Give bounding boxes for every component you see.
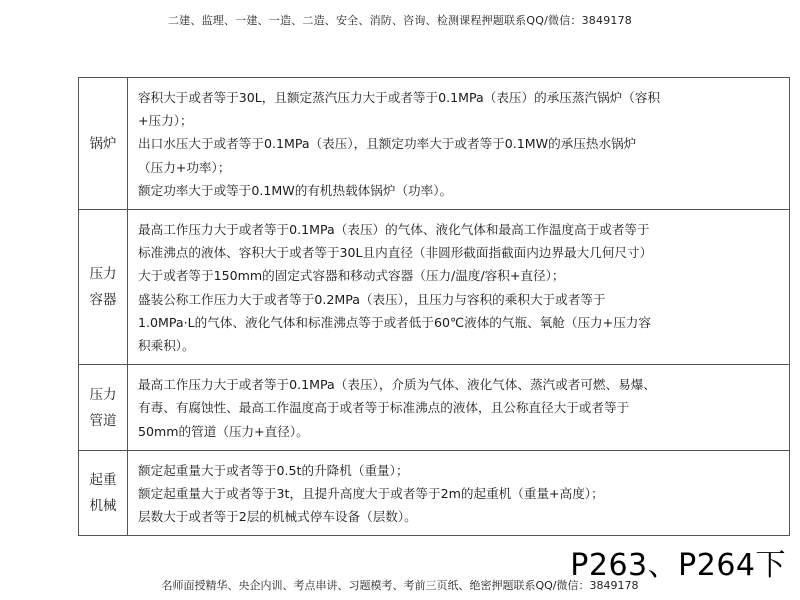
description-cell <box>128 450 790 536</box>
description-line: 额定起重量大于或者等于3t，且提升高度大于或者等于2m的起重机（重量+高度）； <box>138 486 604 502</box>
description-line: 额定起重量大于或者等于0.5t的升降机（重量）； <box>138 462 409 478</box>
category-label: 管道 <box>89 412 117 429</box>
description-line: 最高工作压力大于或者等于0.1MPa（表压），介质为气体、液化气体、蒸汽或者可燃、易爆、 <box>138 377 656 393</box>
description-line: 额定功率大于或等于0.1MW的有机热载体锅炉（功率）。 <box>138 182 453 198</box>
category-label: 起重 <box>89 472 117 489</box>
description-line: 标准沸点的液体、容积大于或者等于30L且内直径（非圆形截面指截面内边界最大几何尺寸） <box>138 245 653 261</box>
footer-banner: 名师面授精华、央企内训、考点串讲、习题模考、考前三页纸、绝密押题联系QQ/微信：3849178 <box>161 579 639 592</box>
category-label: 锅炉 <box>89 135 117 152</box>
category-label: 压力 <box>89 266 117 283</box>
description-line: 盛装公称工作压力大于或者等于0.2MPa（表压），且压力与容积的乘积大于或者等于 <box>138 291 606 307</box>
description-line: 大于或者等于150mm的固定式容器和移动式容器（压力/温度/容积+直径）； <box>138 268 565 284</box>
description-line: 出口水压大于或者等于0.1MPa（表压），且额定功率大于或者等于0.1MW的承压热水锅炉 <box>138 136 637 152</box>
table-row-pressure-vessel <box>79 210 790 365</box>
category-cell <box>79 78 128 210</box>
description-line: 有毒、有腐蚀性、最高工作温度高于或者等于标准沸点的液体，且公称直径大于或者等于 <box>138 400 630 416</box>
description-line: +压力）； <box>138 113 193 129</box>
category-label: 容器 <box>89 292 117 309</box>
description-line: 1.0MPa·L的气体、液化气体和标准沸点等于或者低于60℃液体的气瓶、氧舱（压力+压力容 <box>138 314 651 330</box>
description-cell <box>128 78 790 210</box>
page-reference: P263、P264下 <box>570 548 786 583</box>
description-line: 容积大于或者等于30L，且额定蒸汽压力大于或者等于0.1MPa（表压）的承压蒸汽锅炉（容积 <box>138 90 661 105</box>
description-cell <box>128 210 790 365</box>
special-equipment-table <box>78 77 790 536</box>
category-cell <box>79 365 128 451</box>
description-line: 50mm的管道（压力+直径）。 <box>138 423 309 439</box>
category-label: 压力 <box>89 386 117 403</box>
category-label: 机械 <box>89 498 117 515</box>
table-row-pressure-pipeline <box>79 365 790 451</box>
table-row-lifting-machinery <box>79 450 790 536</box>
table-row-boiler <box>79 78 790 210</box>
description-cell <box>128 365 790 451</box>
description-line: （压力+功率）； <box>138 159 231 175</box>
description-line: 最高工作压力大于或者等于0.1MPa（表压）的气体、液化气体和最高工作温度高于或者等于 <box>138 222 650 238</box>
category-cell <box>79 210 128 365</box>
header-banner: 二建、监理、一建、一造、二造、安全、消防、咨询、检测课程押题联系QQ/微信：3849178 <box>167 14 632 27</box>
description-line: 积乘积）。 <box>138 338 195 354</box>
category-cell <box>79 450 128 536</box>
description-line: 层数大于或者等于2层的机械式停车设备（层数）。 <box>138 509 417 525</box>
